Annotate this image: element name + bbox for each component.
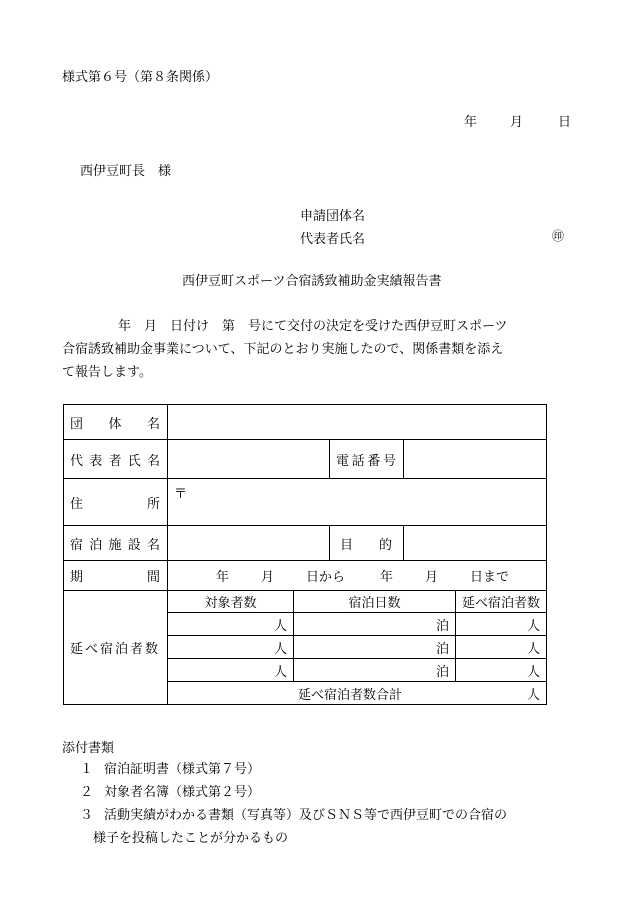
- row-stays-header: [64, 591, 547, 613]
- row-representative: [64, 440, 547, 479]
- attachments-title: 添付書類: [62, 741, 115, 756]
- label-total-sum: 延べ宿泊者数合計: [298, 687, 403, 703]
- row-facility: [64, 526, 547, 561]
- stays-people-2[interactable]: 人: [168, 636, 294, 659]
- stays-nights-2[interactable]: 泊: [294, 636, 456, 659]
- applicant-org-label: 申請団体名: [300, 209, 366, 224]
- label-group-name: 団 体 名: [70, 416, 160, 432]
- attachment-item: １ 宿泊証明書（様式第７号）: [80, 762, 261, 777]
- period-value[interactable]: 年 月 日から 年 月 日まで: [168, 561, 547, 591]
- date-year: 年: [464, 115, 478, 130]
- stays-people-3[interactable]: 人: [168, 659, 294, 682]
- label-total-stays: 延べ宿泊者数: [70, 642, 161, 657]
- row-period: [64, 561, 547, 591]
- stays-total-3[interactable]: 人: [456, 659, 547, 682]
- report-table: [63, 404, 547, 705]
- stays-grand-total[interactable]: [168, 682, 547, 705]
- stays-total-1[interactable]: 人: [456, 613, 547, 636]
- header-nights: 宿泊日数: [294, 591, 456, 613]
- date-month: 月: [510, 115, 524, 130]
- attachment-item: ２ 対象者名簿（様式第２号）: [80, 785, 261, 800]
- label-period: 期 間: [70, 570, 160, 585]
- stays-nights-1[interactable]: 泊: [294, 613, 456, 636]
- row-group-name: [64, 405, 547, 440]
- postal-mark: 〒: [174, 487, 188, 502]
- total-sum-unit: 人: [527, 687, 541, 703]
- stays-total-2[interactable]: 人: [456, 636, 547, 659]
- label-purpose: 目 的: [340, 537, 392, 553]
- header-total-stays: 延べ宿泊者数: [456, 591, 547, 613]
- attachment-item: ３ 活動実績がわかる書類（写真等）及びＳＮＳ等で西伊豆町での合宿の 様子を投稿したことが分かるもの: [80, 808, 508, 846]
- purpose-value[interactable]: [404, 526, 547, 561]
- body-paragraph: [62, 315, 567, 384]
- phone-value[interactable]: [404, 440, 547, 479]
- label-rep-name: 代 表 者 氏 名: [70, 453, 160, 469]
- addressee: 西伊豆町長 様: [80, 164, 172, 179]
- rep-name-value[interactable]: [168, 440, 330, 479]
- label-address: 住 所: [70, 496, 160, 512]
- address-value[interactable]: [168, 479, 547, 526]
- document-title: 西伊豆町スポーツ合宿誘致補助金実績報告書: [182, 274, 442, 289]
- form-label: 様式第６号（第８条関係）: [62, 70, 219, 85]
- row-address: [64, 479, 547, 526]
- date-day: 日: [558, 115, 572, 130]
- label-total-stays-cell: [64, 591, 168, 705]
- group-name-value[interactable]: [168, 405, 547, 440]
- date-line: [464, 111, 571, 130]
- label-facility: 宿 泊 施 設 名: [70, 537, 160, 553]
- header-target-count: 対象者数: [168, 591, 294, 613]
- stays-people-1[interactable]: 人: [168, 613, 294, 636]
- seal-mark: ㊞: [552, 229, 565, 243]
- body-line-3: て報告します。: [62, 365, 152, 380]
- attachments-list: [80, 758, 570, 850]
- label-phone: 電 話 番 号: [336, 453, 396, 469]
- body-line-1: 年 月 日付け 第 号にて交付の決定を受けた西伊豆町スポーツ: [118, 319, 508, 334]
- stays-nights-3[interactable]: 泊: [294, 659, 456, 682]
- facility-value[interactable]: [168, 526, 330, 561]
- representative-label: 代表者氏名: [300, 232, 366, 247]
- body-line-2: 合宿誘致補助金事業について、下記のとおり実施したので、関係書類を添え: [62, 342, 504, 357]
